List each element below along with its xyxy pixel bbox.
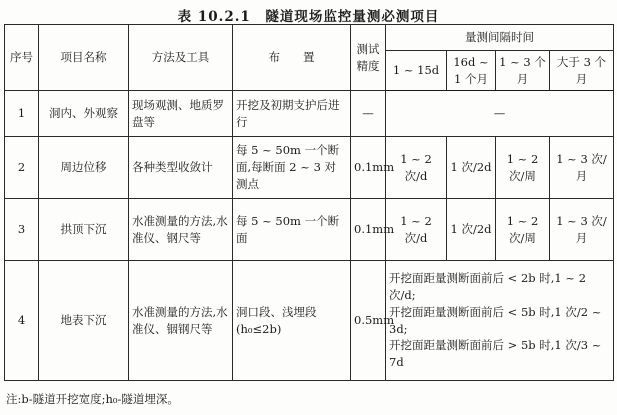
table-row [5,91,614,137]
header-sub-2: 16d ~ 1 个月 [447,51,496,91]
row-no: 2 [5,137,39,199]
header-sub-4: 大于 3 个月 [550,51,614,91]
row-interval-notes [386,261,614,381]
row-interval-2: 1 次/2d [447,199,496,261]
header-layout: 布 置 [233,25,351,91]
row-method: 现场观测、地质罗盘等 [129,91,233,137]
row-layout: 开挖及初期支护后进行 [233,91,351,137]
table-row [5,137,614,199]
header-no: 序号 [5,25,39,91]
row-interval-1: 1 ~ 2 次/d [386,137,447,199]
header-name: 项目名称 [39,25,129,91]
row-interval: — [386,91,614,137]
row-layout: 每 5 ~ 50m 一个断面 [233,199,351,261]
row-method: 水准测量的方法,水准仪、铟钢尺等 [129,261,233,381]
row-precision: 0.5mm [351,261,386,381]
interval-note: 开挖面距量测断面前后 > 5b 时,1 次/3 ~ 7d [389,338,602,369]
row-no: 1 [5,91,39,137]
row-method: 水准测量的方法,水准仪、钢尺等 [129,199,233,261]
monitoring-table [4,24,614,381]
table-title: 表 10.2.1 隧道现场监控量测必测项目 [177,9,440,25]
row-interval-3: 1 ~ 2 次/周 [496,137,550,199]
header-sub-3: 1 ~ 3 个月 [496,51,550,91]
header-method: 方法及工具 [129,25,233,91]
row-name: 洞内、外观察 [39,91,129,137]
row-interval-1: 1 ~ 2 次/d [386,199,447,261]
row-layout: 每 5 ~ 50m 一个断面,每断面 2 ~ 3 对测点 [233,137,351,199]
row-no: 3 [5,199,39,261]
table-row [5,261,614,381]
table-row [5,199,614,261]
header-interval: 量测间隔时间 [386,25,614,51]
row-precision: 0.1mm [351,199,386,261]
interval-note: 开挖面距量测断面前后 < 5b 时,1 次/2 ~ 3d; [389,304,602,336]
row-name: 拱顶下沉 [39,199,129,261]
row-name: 周边位移 [39,137,129,199]
row-precision: — [351,91,386,137]
row-precision: 0.1mm [351,137,386,199]
footnote: 注:b-隧道开挖宽度;h₀-隧道埋深。 [6,392,179,406]
interval-note: 开挖面距量测断面前后 < 2b 时,1 ~ 2 次/d; [389,271,587,303]
row-no: 4 [5,261,39,381]
row-interval-4: 1 ~ 3 次/月 [550,137,614,199]
row-interval-4: 1 ~ 3 次/月 [550,199,614,261]
row-interval-3: 1 ~ 2 次/周 [496,199,550,261]
header-sub-1: 1 ~ 15d [386,51,447,91]
row-method: 各种类型收敛计 [129,137,233,199]
header-precision: 测试精度 [351,25,386,91]
row-name: 地表下沉 [39,261,129,381]
row-layout: 洞口段、浅埋段(h₀≤2b) [233,261,351,381]
row-interval-2: 1 次/2d [447,137,496,199]
